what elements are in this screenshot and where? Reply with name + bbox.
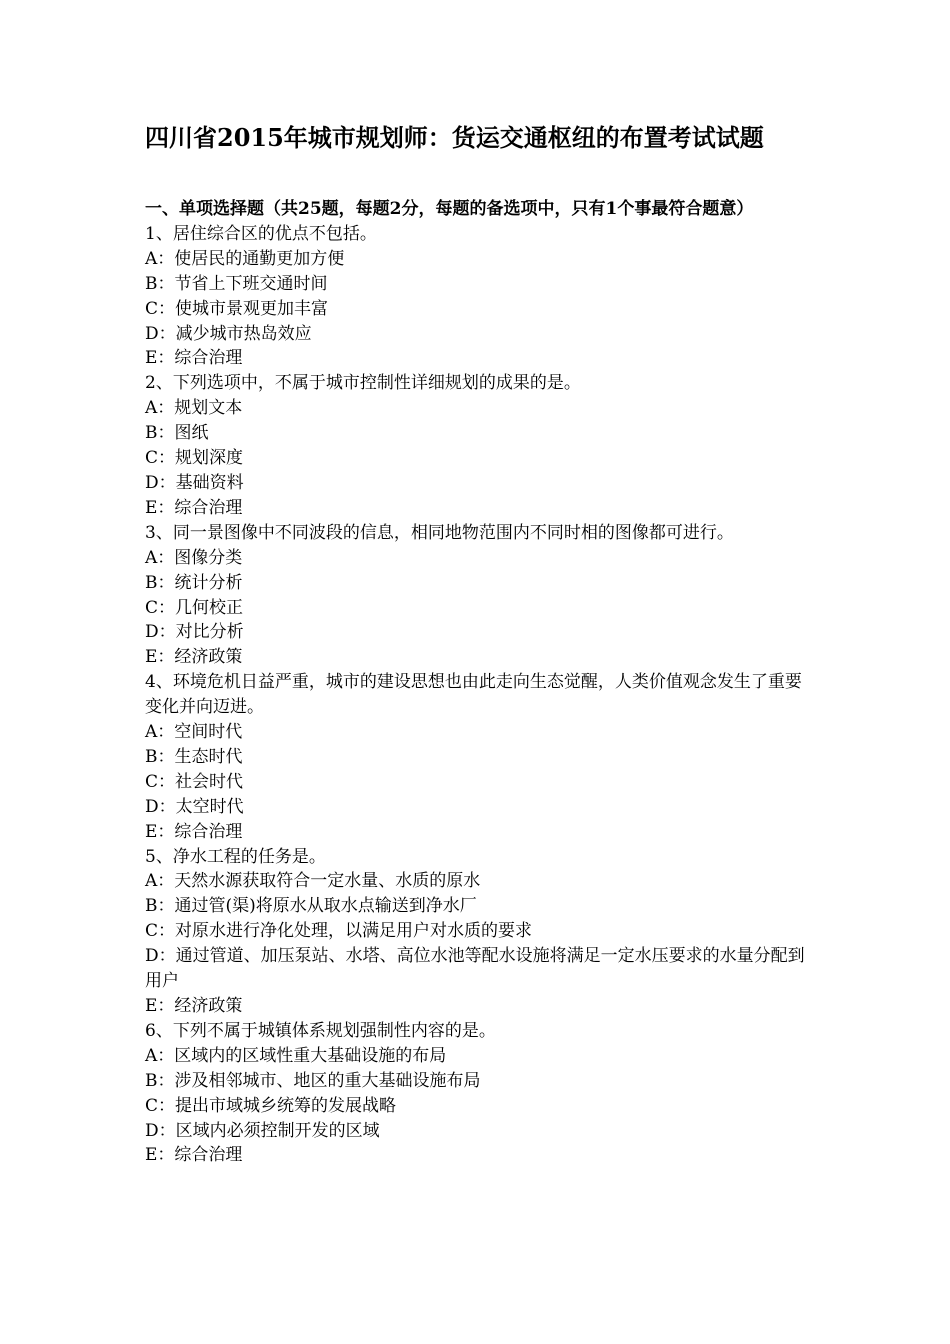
question-stem: 5、净水工程的任务是。 — [145, 846, 326, 867]
question-5 — [145, 845, 810, 1019]
option-a: A：区域内的区域性重大基础设施的布局 — [145, 1045, 447, 1066]
question-stem: 6、下列不属于城镇体系规划强制性内容的是。 — [145, 1020, 496, 1041]
question-1 — [145, 222, 810, 371]
question-3 — [145, 521, 810, 670]
option-c: C：对原水进行净化处理，以满足用户对水质的要求 — [145, 921, 533, 942]
option-c: C：提出市域城乡统筹的发展战略 — [145, 1095, 397, 1116]
option-d: D：基础资料 — [145, 472, 244, 493]
section-heading: 一、单项选择题（共25题，每题2分，每题的备选项中，只有1个事最符合题意） — [145, 199, 754, 219]
option-a: A：规划文本 — [145, 398, 243, 419]
option-d: D：对比分析 — [145, 622, 244, 643]
option-e: E：经济政策 — [145, 647, 243, 668]
option-a: A：使居民的通勤更加方便 — [145, 248, 345, 269]
option-a: A：天然水源获取符合一定水量、水质的原水 — [145, 871, 481, 892]
question-4 — [145, 670, 810, 844]
option-e: E：综合治理 — [145, 497, 243, 518]
option-d: D：减少城市热岛效应 — [145, 323, 312, 344]
option-b: B：节省上下班交通时间 — [145, 273, 328, 294]
option-e: E：综合治理 — [145, 821, 243, 842]
option-c: C：几何校正 — [145, 597, 244, 618]
option-c: C：使城市景观更加丰富 — [145, 298, 329, 319]
question-2 — [145, 371, 810, 520]
question-stem: 1、居住综合区的优点不包括。 — [145, 223, 377, 244]
option-e: E：经济政策 — [145, 996, 243, 1016]
document-title: 四川省2015年城市规划师：货运交通枢纽的布置考试试题 — [145, 123, 764, 152]
option-d: D：通过管道、加压泵站、水塔、高位水池等配水设施将满足一定水压要求的水量分配到用户 — [145, 946, 805, 992]
question-stem: 4、环境危机日益严重，城市的建设思想也由此走向生态觉醒，人类价值观念发生了重要变化并向迈进。 — [145, 672, 802, 718]
option-d: D：太空时代 — [145, 796, 244, 817]
option-a: A：空间时代 — [145, 722, 243, 743]
option-e: E：综合治理 — [145, 1145, 243, 1166]
option-e: E：综合治理 — [145, 348, 243, 369]
document-content — [145, 197, 810, 1168]
option-b: B：生态时代 — [145, 746, 243, 767]
option-c: C：规划深度 — [145, 448, 244, 469]
option-b: B：涉及相邻城市、地区的重大基础设施布局 — [145, 1070, 481, 1091]
option-b: B：统计分析 — [145, 572, 243, 593]
question-stem: 2、下列选项中，不属于城市控制性详细规划的成果的是。 — [145, 373, 581, 394]
option-b: B：通过管(渠)将原水从取水点输送到净水厂 — [145, 896, 477, 917]
option-b: B：图纸 — [145, 423, 209, 444]
question-stem: 3、同一景图像中不同波段的信息，相同地物范围内不同时相的图像都可进行。 — [145, 522, 734, 543]
option-c: C：社会时代 — [145, 771, 244, 792]
option-a: A：图像分类 — [145, 547, 243, 568]
question-6 — [145, 1019, 810, 1168]
option-d: D：区域内必须控制开发的区域 — [145, 1120, 380, 1141]
